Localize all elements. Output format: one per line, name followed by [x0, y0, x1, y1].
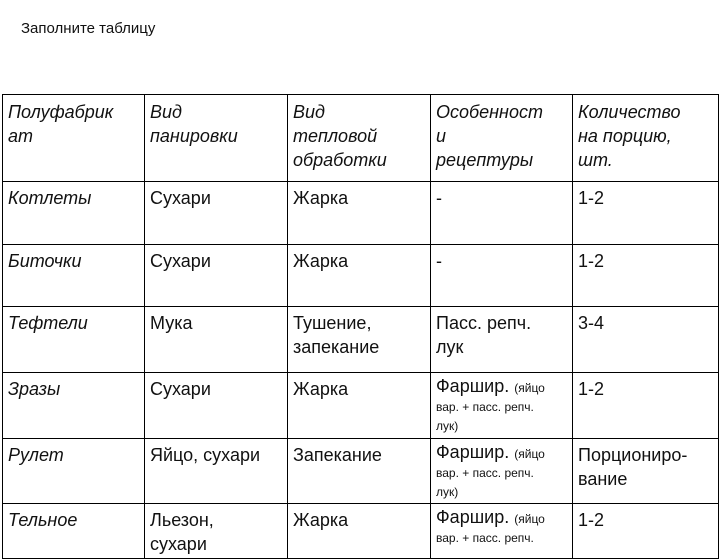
table-row	[3, 373, 719, 439]
recipe-cell: Фаршир. (яйцо вар. + пасс. репч. лук)	[431, 373, 573, 439]
breading-cell: Яйцо, сухари	[145, 439, 288, 504]
header-recipe-features: Особенност и рецептуры	[431, 95, 573, 182]
page-title: Заполните таблицу	[21, 20, 156, 37]
product-name: Биточки	[3, 245, 145, 307]
quantity-cell: 1-2	[573, 373, 719, 439]
recipe-cell: Фаршир. (яйцо вар. + пасс. репч.	[431, 504, 573, 559]
breading-cell: Льезон, сухари	[145, 504, 288, 559]
breading-cell: Сухари	[145, 182, 288, 245]
heat-cell: Запекание	[288, 439, 431, 504]
recipe-cell: Фаршир. (яйцо вар. + пасс. репч. лук)	[431, 439, 573, 504]
quantity-cell: 1-2	[573, 245, 719, 307]
quantity-cell: 1-2	[573, 182, 719, 245]
breading-cell: Сухари	[145, 373, 288, 439]
heat-cell: Жарка	[288, 504, 431, 559]
product-name: Тефтели	[3, 307, 145, 373]
quantity-cell: 3-4	[573, 307, 719, 373]
table-header-row	[3, 95, 719, 182]
quantity-cell: Порциониро- вание	[573, 439, 719, 504]
table-row	[3, 504, 719, 559]
quantity-cell: 1-2	[573, 504, 719, 559]
heat-cell: Тушение, запекание	[288, 307, 431, 373]
product-name: Тельное	[3, 504, 145, 559]
heat-cell: Жарка	[288, 182, 431, 245]
header-product: Полуфабрик ат	[3, 95, 145, 182]
table-row	[3, 245, 719, 307]
recipe-cell: -	[431, 245, 573, 307]
product-name: Зразы	[3, 373, 145, 439]
heat-cell: Жарка	[288, 245, 431, 307]
breading-cell: Мука	[145, 307, 288, 373]
recipe-cell: -	[431, 182, 573, 245]
header-heat-treatment: Вид тепловой обработки	[288, 95, 431, 182]
header-quantity: Количество на порцию, шт.	[573, 95, 719, 182]
table-row	[3, 439, 719, 504]
product-name: Котлеты	[3, 182, 145, 245]
heat-cell: Жарка	[288, 373, 431, 439]
breading-cell: Сухари	[145, 245, 288, 307]
header-breading: Вид панировки	[145, 95, 288, 182]
table-row	[3, 182, 719, 245]
table-row	[3, 307, 719, 373]
semi-finished-products-table	[2, 94, 719, 559]
recipe-cell: Пасс. репч. лук	[431, 307, 573, 373]
product-name: Рулет	[3, 439, 145, 504]
